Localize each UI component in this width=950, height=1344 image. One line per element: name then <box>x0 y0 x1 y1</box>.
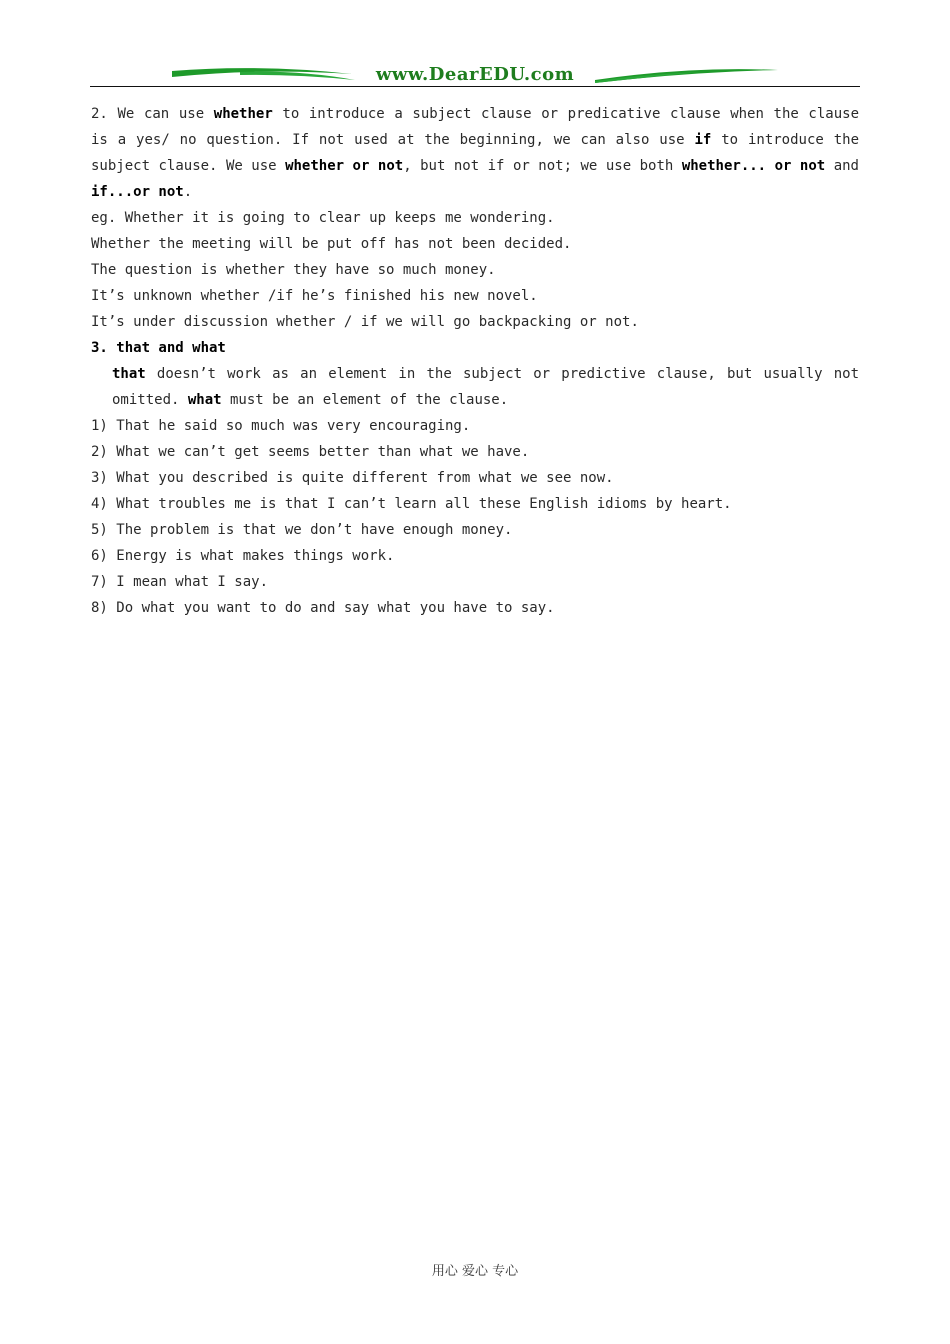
numbered-example: 5) The problem is that we don’t have enough money. <box>91 522 513 538</box>
keyword-if: if <box>694 132 712 148</box>
section-3-heading <box>91 335 859 361</box>
example-line: eg. Whether it is going to clear up keeps me wondering. <box>91 210 555 226</box>
section-heading-text: 3. that and what <box>91 340 226 356</box>
text-run: to introduce the subject clause. We use <box>91 132 859 174</box>
numbered-example: 6) Energy is what makes things work. <box>91 548 395 564</box>
keyword-whether: whether <box>213 106 273 122</box>
example-line: Whether the meeting will be put off has not been decided. <box>91 236 572 252</box>
document-body <box>91 101 859 621</box>
page-footer: 用心 爱心 专心 <box>431 1264 519 1279</box>
numbered-example: 2) What we can’t get seems better than what we have. <box>91 444 530 460</box>
text-run: must be an element of the clause. <box>221 392 509 408</box>
example-line: It’s unknown whether /if he’s finished his new novel. <box>91 288 538 304</box>
numbered-example: 1) That he said so much was very encouraging. <box>91 418 471 434</box>
text-run: . <box>183 184 193 200</box>
example-line: The question is whether they have so much money. <box>91 262 496 278</box>
keyword-whether-or-not: whether or not <box>285 158 404 174</box>
text-run: doesn’t work as an element in the subject or predictive clause, but usually not omitted. <box>112 366 859 408</box>
keyword-that: that <box>112 366 146 382</box>
text-run: and <box>825 158 859 174</box>
keyword-if-or-not: if...or not <box>91 184 184 200</box>
keyword-what: what <box>187 392 222 408</box>
text-run: to introduce a subject clause or predicative clause when the clause is a yes/ no question. If not used at the beginning, we can also use <box>91 106 859 148</box>
section-2-paragraph <box>91 101 859 205</box>
keyword-whether-or-not-split: whether... or not <box>681 158 826 174</box>
numbered-example: 7) I mean what I say. <box>91 574 269 590</box>
text-run: , but not if or not; we use both <box>403 158 682 174</box>
example-line: It’s under discussion whether / if we will go backpacking or not. <box>91 314 639 330</box>
header-divider <box>90 86 860 87</box>
site-logo-text: www.DearEDU.com <box>375 64 575 85</box>
numbered-example: 3) What you described is quite different from what we see now. <box>91 470 614 486</box>
text-run: 2. We can use <box>91 106 214 122</box>
section-3-paragraph <box>91 361 859 413</box>
numbered-example: 4) What troubles me is that I can’t learn all these English idioms by heart. <box>91 496 732 512</box>
numbered-example: 8) Do what you want to do and say what you have to say. <box>91 600 555 616</box>
